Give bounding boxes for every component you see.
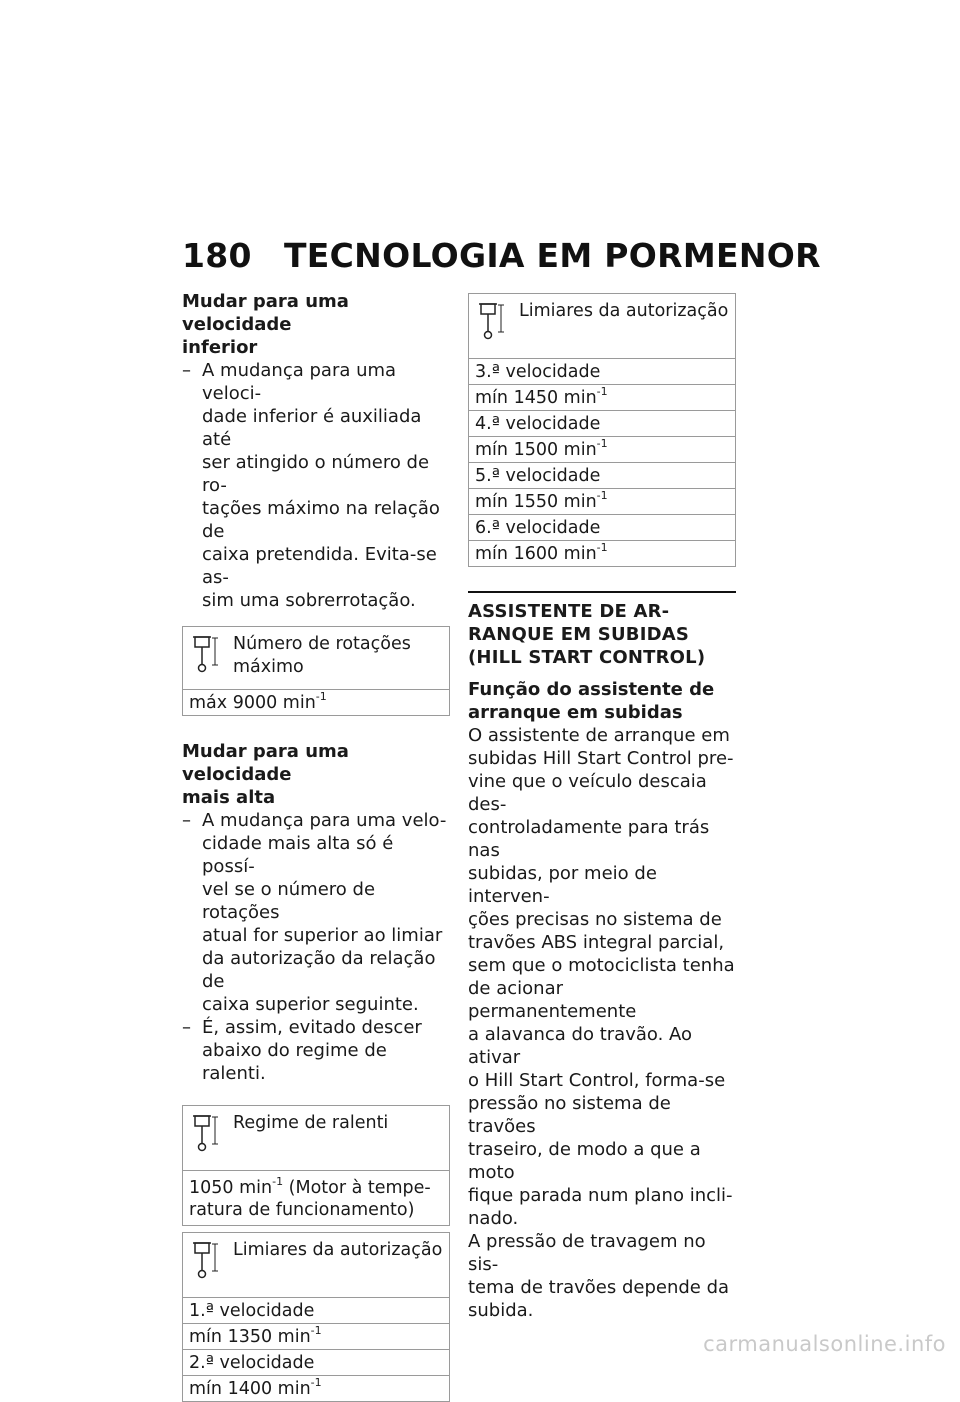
rpm-value: mín 1500 min xyxy=(475,440,597,460)
page-title: TECNOLOGIA EM PORMENOR xyxy=(284,236,821,275)
heading-line: arranque em subidas xyxy=(468,702,683,723)
table-row xyxy=(183,689,449,715)
text-line: vel se o número de rotações xyxy=(202,879,376,923)
text-line: dade inferior é auxiliada até xyxy=(202,406,422,450)
table-row xyxy=(469,540,735,566)
text-line: sim uma sobrerrotação. xyxy=(202,590,416,611)
text-line: pressão no sistema de travões xyxy=(468,1093,671,1137)
heading-line: Função do assistente de xyxy=(468,679,715,700)
table-row xyxy=(183,1375,449,1401)
downshift-heading xyxy=(182,290,450,359)
table-label: Limiares da autorização xyxy=(519,301,729,321)
rpm-value: máx 9000 min xyxy=(189,693,316,713)
table-row xyxy=(469,488,735,514)
body-paragraph xyxy=(468,724,736,1322)
text-line: travões ABS integral parcial, xyxy=(468,932,725,953)
rpm-value: mín 1450 min xyxy=(475,388,597,408)
watermark: carmanualsonline.info xyxy=(703,1332,946,1356)
shift-thresholds-table xyxy=(182,1232,450,1402)
text-line: A mudança para uma veloci- xyxy=(202,360,397,404)
text-line: o Hill Start Control, forma-se xyxy=(468,1070,726,1091)
text-line: abaixo do regime de ralenti. xyxy=(202,1040,387,1084)
engine-piston-icon xyxy=(475,302,505,342)
dash-marker: – xyxy=(182,1017,191,1038)
engine-piston-icon xyxy=(189,635,219,675)
page-header xyxy=(182,236,821,275)
shift-thresholds-table-continued xyxy=(468,293,736,567)
unit-exponent: -1 xyxy=(596,437,608,450)
text-line: ser atingido o número de ro- xyxy=(202,452,430,496)
table-header xyxy=(183,1233,449,1297)
label-line: máximo xyxy=(233,657,304,677)
table-header xyxy=(469,294,735,358)
table-label: Regime de ralenti xyxy=(233,1113,389,1133)
table-row: 3.ª velocidade xyxy=(469,358,735,384)
heading-line: Mudar para uma velocidade xyxy=(182,291,349,335)
text-line: cidade mais alta só é possí- xyxy=(202,833,394,877)
text-line: fique parada num plano incli- xyxy=(468,1185,733,1206)
unit-exponent: -1 xyxy=(272,1175,284,1188)
text-line: A pressão de travagem no sis- xyxy=(468,1231,706,1275)
rpm-value: 1050 min xyxy=(189,1178,273,1198)
table-row: 1.ª velocidade xyxy=(183,1297,449,1323)
rpm-value: mín 1400 min xyxy=(189,1379,311,1399)
dash-marker: – xyxy=(182,360,191,381)
heading-line: mais alta xyxy=(182,787,276,808)
rpm-note: (Motor à tempe- xyxy=(283,1178,431,1198)
heading-line: ASSISTENTE DE AR- xyxy=(468,601,670,622)
rpm-value: mín 1550 min xyxy=(475,492,597,512)
table-row: 5.ª velocidade xyxy=(469,462,735,488)
table-row: 6.ª velocidade xyxy=(469,514,735,540)
text-line: A mudança para uma velo- xyxy=(202,810,447,831)
upshift-heading xyxy=(182,740,450,809)
text-line: nado. xyxy=(468,1208,519,1229)
engine-piston-icon xyxy=(189,1114,219,1154)
text-line: traseiro, de modo a que a moto xyxy=(468,1139,701,1183)
heading-line: inferior xyxy=(182,337,258,358)
text-line: a alavanca do travão. Ao ativar xyxy=(468,1024,693,1068)
heading-line: (HILL START CONTROL) xyxy=(468,647,706,668)
page-number: 180 xyxy=(182,236,252,275)
upshift-bullet xyxy=(182,809,450,1016)
table-row xyxy=(183,1170,449,1225)
text-line: O assistente de arranque em xyxy=(468,725,730,746)
unit-exponent: -1 xyxy=(596,489,608,502)
text-line: tações máximo na relação de xyxy=(202,498,440,542)
unit-exponent: -1 xyxy=(315,690,327,703)
text-line: subidas Hill Start Control pre- xyxy=(468,748,734,769)
heading-line: RANQUE EM SUBIDAS xyxy=(468,624,690,645)
upshift-bullet xyxy=(182,1016,450,1085)
table-header xyxy=(183,1106,449,1170)
text-line: subidas, por meio de interven- xyxy=(468,863,657,907)
dash-marker: – xyxy=(182,810,191,831)
max-rpm-table xyxy=(182,626,450,716)
table-row xyxy=(469,436,735,462)
text-line: controladamente para trás nas xyxy=(468,817,710,861)
unit-exponent: -1 xyxy=(596,385,608,398)
table-row xyxy=(469,384,735,410)
text-line: tema de travões depende da xyxy=(468,1277,730,1298)
text-line: da autorização da relação de xyxy=(202,948,436,992)
text-line: subida. xyxy=(468,1300,534,1321)
table-row: 4.ª velocidade xyxy=(469,410,735,436)
section-heading xyxy=(468,600,736,669)
unit-exponent: -1 xyxy=(310,1324,322,1337)
table-label: Limiares da autorização xyxy=(233,1240,443,1260)
table-header xyxy=(183,627,449,689)
label-line: Número de rotações xyxy=(233,634,411,654)
downshift-bullet xyxy=(182,359,450,612)
engine-piston-icon xyxy=(189,1241,219,1281)
rpm-value: mín 1600 min xyxy=(475,544,597,564)
table-label xyxy=(233,633,411,679)
text-line: atual for superior ao limiar xyxy=(202,925,443,946)
section-divider xyxy=(468,591,736,1322)
text-line: É, assim, evitado descer xyxy=(202,1017,422,1038)
text-line: ções precisas no sistema de xyxy=(468,909,722,930)
heading-line: Mudar para uma velocidade xyxy=(182,741,349,785)
text-line: vine que o veículo descaia des- xyxy=(468,771,707,815)
text-line: caixa pretendida. Evita-se as- xyxy=(202,544,437,588)
subsection-heading xyxy=(468,678,736,724)
text-line: de acionar permanentemente xyxy=(468,978,637,1022)
table-row: 2.ª velocidade xyxy=(183,1349,449,1375)
table-row xyxy=(183,1323,449,1349)
text-line: caixa superior seguinte. xyxy=(202,994,419,1015)
unit-exponent: -1 xyxy=(310,1376,322,1389)
right-column xyxy=(468,293,736,1322)
idle-rpm-table xyxy=(182,1105,450,1226)
rpm-note: ratura de funcionamento) xyxy=(189,1200,415,1220)
unit-exponent: -1 xyxy=(596,541,608,554)
rpm-value: mín 1350 min xyxy=(189,1327,311,1347)
text-line: sem que o motociclista tenha xyxy=(468,955,735,976)
left-column xyxy=(182,290,450,1402)
